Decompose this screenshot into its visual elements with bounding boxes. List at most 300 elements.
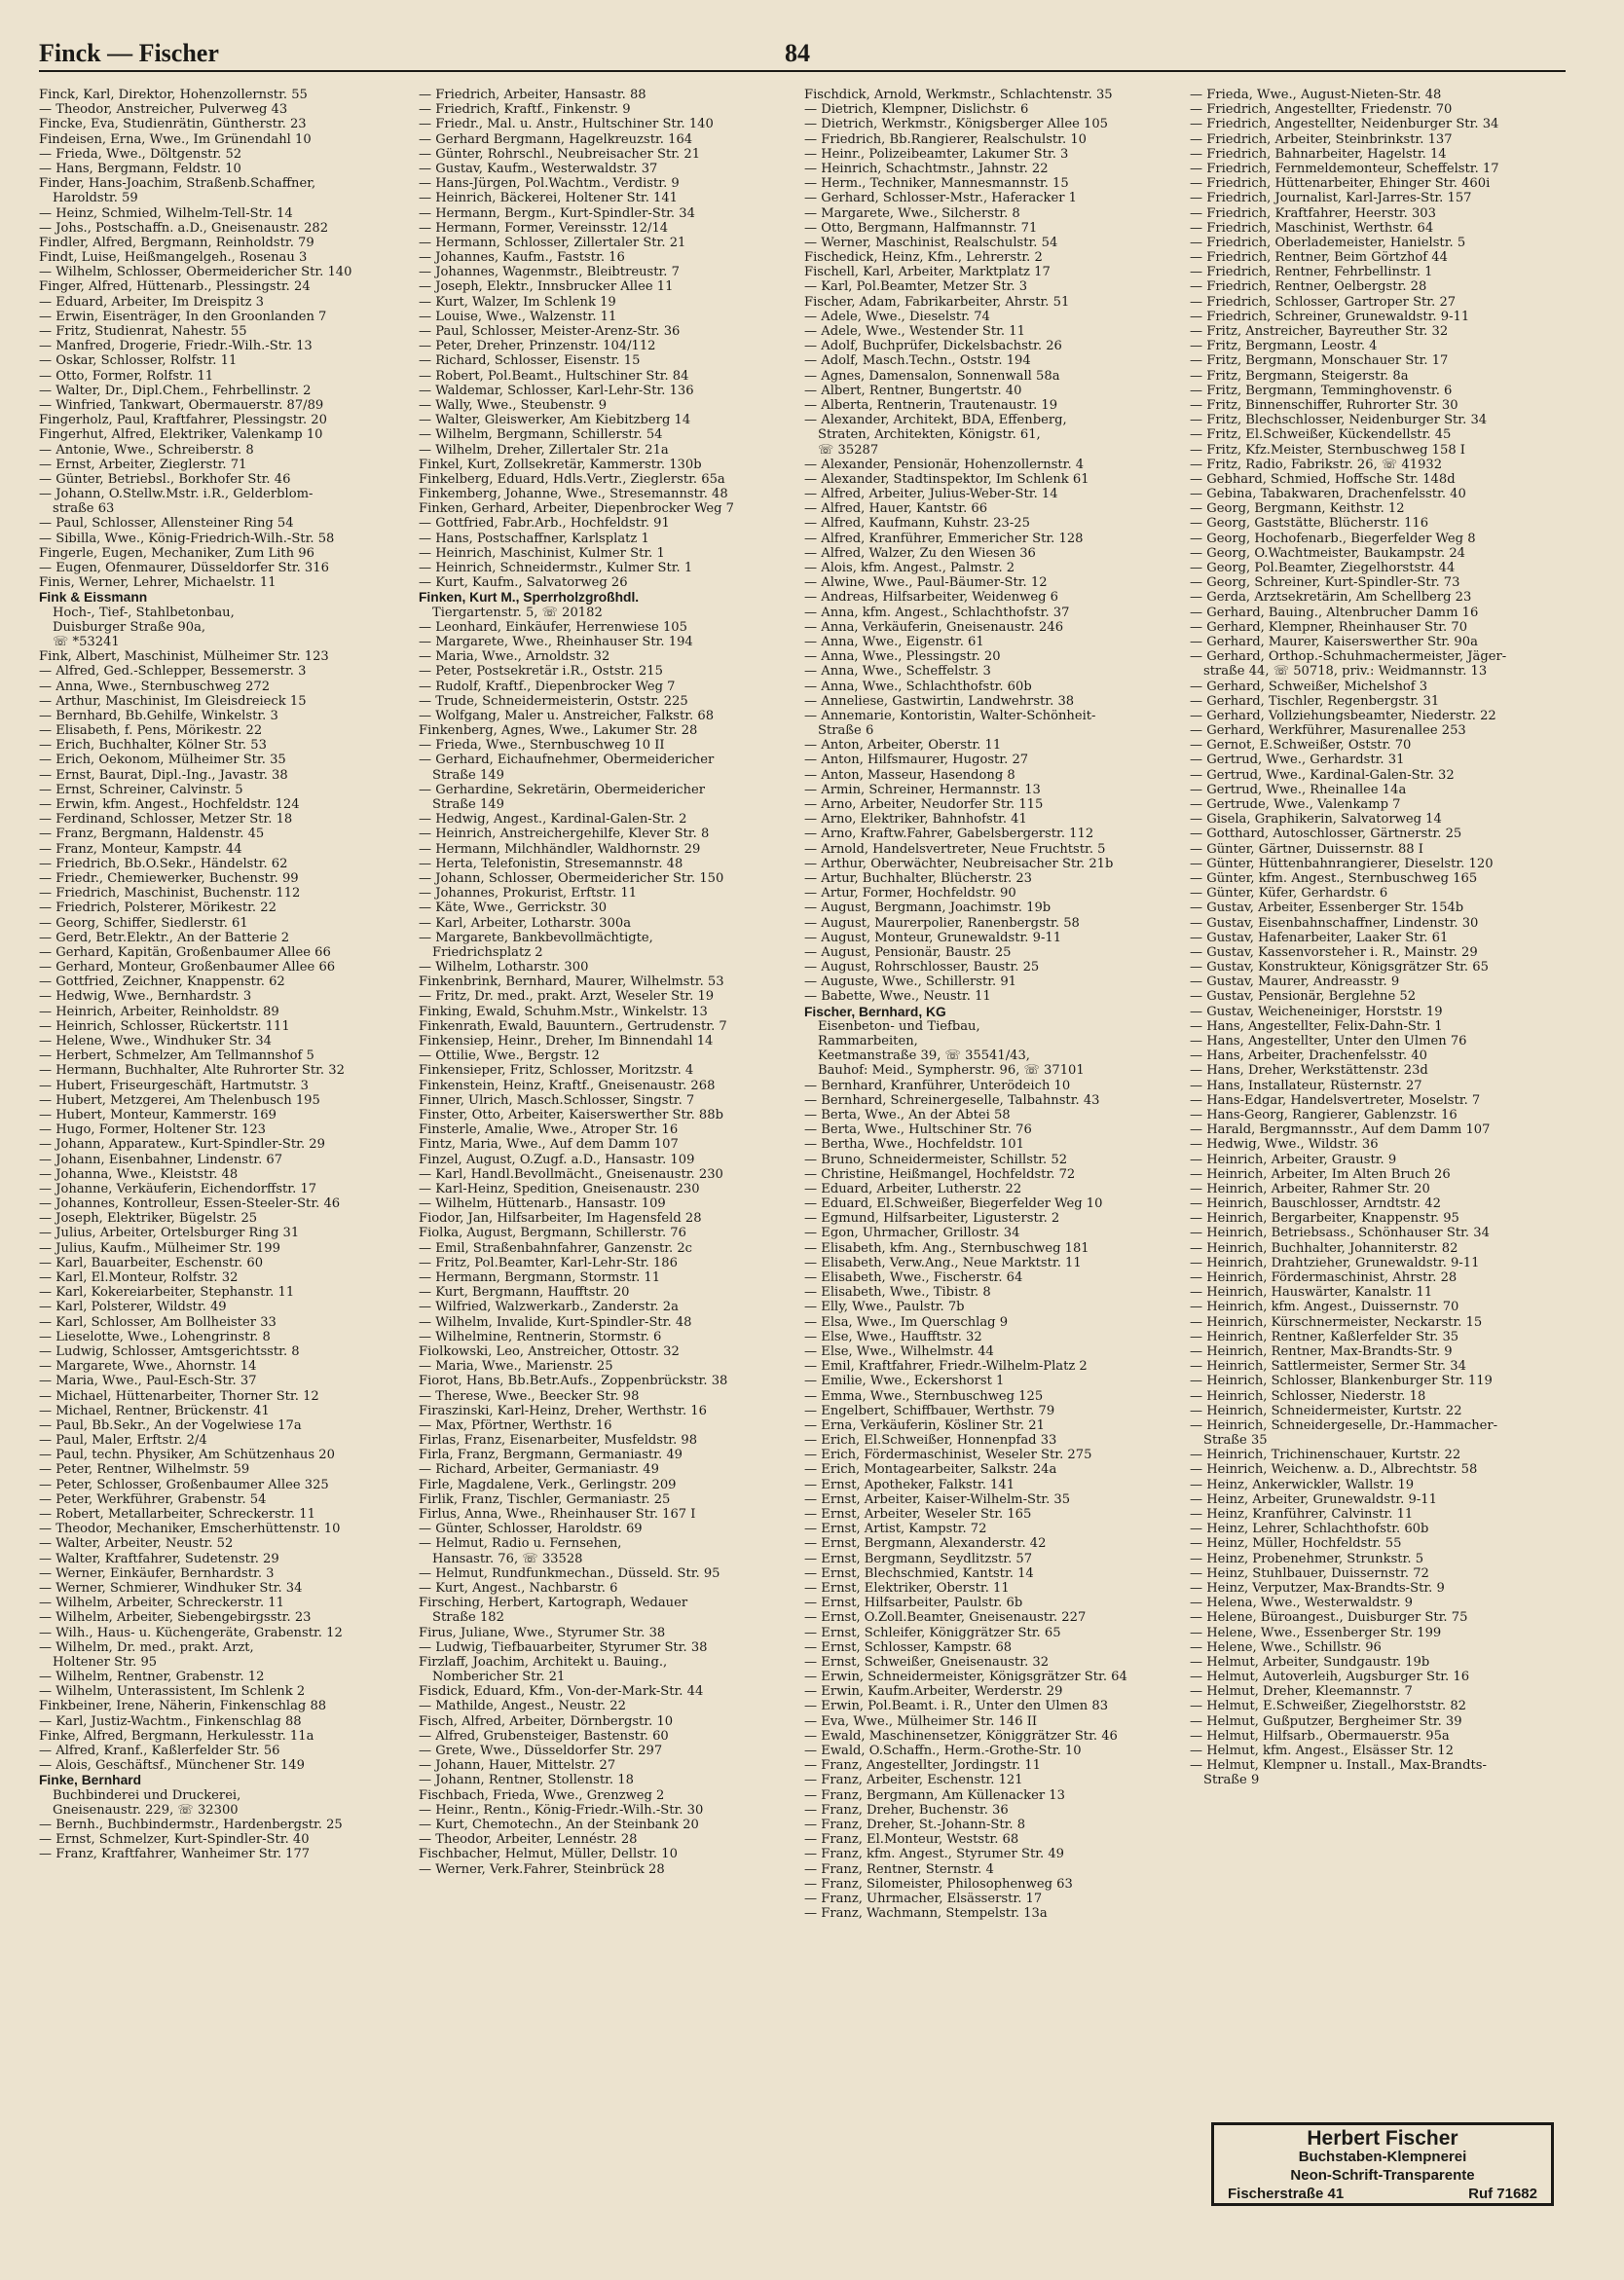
directory-entry: — Wilhelm, Bergmann, Schillerstr. 54 bbox=[419, 427, 663, 443]
directory-entry: ☏ 35287 bbox=[818, 442, 879, 458]
directory-entry: — Friedrich, Bb.O.Sekr., Händelstr. 62 bbox=[39, 856, 288, 871]
directory-entry: — Theodor, Arbeiter, Lennéstr. 28 bbox=[419, 1832, 638, 1848]
directory-entry: — Gerhard, Kapitän, Großenbaumer Allee 66 bbox=[39, 944, 331, 960]
directory-entry: — Heinr., Rentn., König-Friedr.-Wilh.-Str. 30 bbox=[419, 1802, 704, 1818]
directory-entry: — Antonie, Wwe., Schreiberstr. 8 bbox=[39, 442, 254, 458]
directory-entry: — Heinrich, Arbeiter, Im Alten Bruch 26 bbox=[1190, 1166, 1451, 1182]
directory-entry: — Karl-Heinz, Spedition, Gneisenaustr. 230 bbox=[419, 1181, 700, 1196]
directory-entry: — Heinrich, Maschinist, Kulmer Str. 1 bbox=[419, 545, 665, 561]
directory-entry: — Fritz, Bergmann, Temminghovenstr. 6 bbox=[1190, 383, 1453, 398]
directory-entry: — Franz, Uhrmacher, Elsässerstr. 17 bbox=[804, 1891, 1043, 1906]
directory-entry: — Heinrich, Schneidermeister, Kurtstr. 22 bbox=[1190, 1403, 1462, 1418]
directory-entry: — Gertrude, Wwe., Valenkamp 7 bbox=[1190, 797, 1401, 812]
directory-entry: — Wilhelm, Hüttenarb., Hansastr. 109 bbox=[419, 1196, 666, 1212]
directory-entry: — Helene, Wwe., Essenberger Str. 199 bbox=[1190, 1625, 1442, 1640]
directory-entry: — Günter, Schlosser, Haroldstr. 69 bbox=[419, 1522, 643, 1537]
directory-entry: — Paul, Schlosser, Allensteiner Ring 54 bbox=[39, 516, 294, 532]
directory-entry: — Alfred, Grubensteiger, Bastenstr. 60 bbox=[419, 1728, 669, 1744]
directory-entry: Fischer, Bernhard, KG bbox=[804, 1004, 946, 1019]
directory-entry: — Gustav, Weicheneiniger, Horststr. 19 bbox=[1190, 1004, 1443, 1019]
directory-entry: — Ottilie, Wwe., Bergstr. 12 bbox=[419, 1048, 600, 1064]
directory-entry: Fischedick, Heinz, Kfm., Lehrerstr. 2 bbox=[804, 250, 1043, 266]
directory-entry: — Michael, Rentner, Brückenstr. 41 bbox=[39, 1403, 270, 1418]
directory-entry: — Alfred, Walzer, Zu den Wiesen 36 bbox=[804, 545, 1036, 561]
directory-entry: — Helena, Wwe., Westerwaldstr. 9 bbox=[1190, 1596, 1413, 1611]
directory-entry: — Fritz, Anstreicher, Bayreuther Str. 32 bbox=[1190, 324, 1449, 339]
ad-phone: Ruf 71682 bbox=[1468, 2186, 1537, 2202]
directory-entry: — Wilhelm, Dr. med., prakt. Arzt, bbox=[39, 1639, 254, 1655]
directory-entry: — Mathilde, Angest., Neustr. 22 bbox=[419, 1699, 626, 1714]
directory-entry: — Heinrich, Sattlermeister, Sermer Str. 34 bbox=[1190, 1359, 1466, 1375]
directory-entry: Firlik, Franz, Tischler, Germaniastr. 25 bbox=[419, 1491, 671, 1507]
directory-entry: — Therese, Wwe., Beecker Str. 98 bbox=[419, 1388, 640, 1404]
directory-entry: — Alexander, Architekt, BDA, Effenberg, bbox=[804, 413, 1067, 428]
directory-entry: — Anna, Verkäuferin, Gneisenaustr. 246 bbox=[804, 619, 1064, 635]
directory-entry: — Margarete, Wwe., Rheinhauser Str. 194 bbox=[419, 634, 693, 649]
directory-entry: — Bernhard, Bb.Gehilfe, Winkelstr. 3 bbox=[39, 708, 278, 723]
directory-entry: — Ernst, Blechschmied, Kantstr. 14 bbox=[804, 1565, 1034, 1581]
directory-entry: — Franz, Dreher, Buchenstr. 36 bbox=[804, 1802, 1009, 1818]
directory-entry: — Erich, Buchhalter, Kölner Str. 53 bbox=[39, 738, 267, 754]
directory-entry: — Otto, Bergmann, Halfmannstr. 71 bbox=[804, 220, 1038, 236]
directory-entry: Finis, Werner, Lehrer, Michaelstr. 11 bbox=[39, 575, 277, 591]
directory-entry: — Hubert, Monteur, Kammerstr. 169 bbox=[39, 1107, 277, 1122]
directory-entry: — Rudolf, Kraftf., Diepenbrocker Weg 7 bbox=[419, 679, 676, 694]
directory-entry: — Gerhard, Bauing., Altenbrucher Damm 16 bbox=[1190, 605, 1479, 620]
directory-entry: Firus, Juliane, Wwe., Styrumer Str. 38 bbox=[419, 1625, 666, 1640]
directory-entry: — August, Maurerpolier, Ranenbergstr. 58 bbox=[804, 915, 1080, 931]
directory-entry: Finck, Karl, Direktor, Hohenzollernstr. 55 bbox=[39, 88, 308, 102]
directory-entry: — Heinr., Polizeibeamter, Lakumer Str. 3 bbox=[804, 146, 1069, 162]
directory-entry: — Fritz, Dr. med., prakt. Arzt, Weseler Str. 19 bbox=[419, 989, 715, 1005]
directory-entry: Firlus, Anna, Wwe., Rheinhauser Str. 167 I bbox=[419, 1507, 696, 1522]
directory-entry: Finkemberg, Johanne, Wwe., Stresemannstr. 48 bbox=[419, 487, 728, 502]
directory-entry: Firsching, Herbert, Kartograph, Wedauer bbox=[419, 1596, 688, 1611]
directory-entry: — Heinz, Kranführer, Calvinstr. 11 bbox=[1190, 1507, 1414, 1522]
directory-entry: — Franz, Wachmann, Stempelstr. 13a bbox=[804, 1906, 1048, 1922]
directory-entry: — Louise, Wwe., Walzenstr. 11 bbox=[419, 309, 617, 324]
directory-entry: — Ernst, Hilfsarbeiter, Paulstr. 6b bbox=[804, 1596, 1023, 1611]
directory-entry: — Alfred, Kaufmann, Kuhstr. 23-25 bbox=[804, 516, 1030, 532]
directory-entry: — Fritz, Kfz.Meister, Sternbuschweg 158 I bbox=[1190, 442, 1465, 458]
directory-entry: — Trude, Schneidermeisterin, Oststr. 225 bbox=[419, 693, 688, 709]
directory-entry: — Werner, Verk.Fahrer, Steinbrück 28 bbox=[419, 1861, 665, 1877]
directory-entry: — Georg, Bergmann, Keithstr. 12 bbox=[1190, 501, 1405, 517]
directory-column-4 bbox=[1190, 88, 1571, 1788]
directory-entry: — Arnold, Handelsvertreter, Neue Fruchtstr. 5 bbox=[804, 841, 1106, 857]
directory-entry: Fisch, Alfred, Arbeiter, Dörnbergstr. 10 bbox=[419, 1713, 674, 1729]
directory-entry: Haroldstr. 59 bbox=[53, 191, 138, 206]
directory-entry: — Friedrich, Kraftfahrer, Heerstr. 303 bbox=[1190, 205, 1436, 221]
directory-entry: — Harald, Bergmannsstr., Auf dem Damm 107 bbox=[1190, 1122, 1491, 1138]
directory-entry: Findler, Alfred, Bergmann, Reinholdstr. 79 bbox=[39, 235, 314, 250]
directory-entry: — Gerhard, Maurer, Kaiserswerther Str. 90a bbox=[1190, 634, 1478, 649]
directory-entry: — Franz, Kraftfahrer, Wanheimer Str. 177 bbox=[39, 1847, 311, 1862]
directory-entry: — Franz, Bergmann, Am Küllenacker 13 bbox=[804, 1787, 1065, 1803]
directory-entry: — Kurt, Bergmann, Haufftstr. 20 bbox=[419, 1285, 630, 1301]
directory-entry: — Arthur, Maschinist, Im Gleisdreieck 15 bbox=[39, 693, 307, 709]
directory-entry: — Margarete, Wwe., Ahornstr. 14 bbox=[39, 1359, 257, 1375]
directory-entry: — Waldemar, Schlosser, Karl-Lehr-Str. 136 bbox=[419, 383, 694, 398]
directory-entry: — Günter, kfm. Angest., Sternbuschweg 165 bbox=[1190, 870, 1478, 886]
directory-entry: Gneisenaustr. 229, ☏ 32300 bbox=[53, 1802, 239, 1818]
directory-entry: — Heinz, Müller, Hochfeldstr. 55 bbox=[1190, 1536, 1402, 1552]
directory-entry: — Andreas, Hilfsarbeiter, Weidenweg 6 bbox=[804, 590, 1059, 606]
directory-entry: — Heinrich, Betriebsass., Schönhauser Str. 34 bbox=[1190, 1226, 1490, 1241]
directory-column-1 bbox=[39, 88, 421, 1862]
directory-entry: — Heinz, Schmied, Wilhelm-Tell-Str. 14 bbox=[39, 205, 293, 221]
directory-entry: — Hans, Arbeiter, Drachenfelsstr. 40 bbox=[1190, 1048, 1427, 1064]
directory-entry: — Johannes, Kaufm., Faststr. 16 bbox=[419, 250, 625, 266]
directory-entry: — Michael, Hüttenarbeiter, Thorner Str. 12 bbox=[39, 1388, 319, 1404]
directory-entry: — Hans-Jürgen, Pol.Wachtm., Verdistr. 9 bbox=[419, 176, 680, 192]
directory-entry: — Emilie, Wwe., Eckershorst 1 bbox=[804, 1374, 1005, 1389]
directory-entry: — Heinrich, Schlosser, Blankenburger Str. 119 bbox=[1190, 1374, 1493, 1389]
directory-entry: — Friedrich, Rentner, Oelbergstr. 28 bbox=[1190, 279, 1427, 295]
directory-entry: — Franz, Angestellter, Jordingstr. 11 bbox=[804, 1758, 1041, 1774]
directory-entry: — Anton, Arbeiter, Oberstr. 11 bbox=[804, 738, 1002, 754]
directory-entry: — Margarete, Wwe., Silcherstr. 8 bbox=[804, 205, 1020, 221]
directory-entry: — Wally, Wwe., Steubenstr. 9 bbox=[419, 397, 608, 413]
directory-entry: Fink, Albert, Maschinist, Mülheimer Str. 123 bbox=[39, 649, 329, 665]
directory-entry: — Georg, Schiffer, Siedlerstr. 61 bbox=[39, 915, 248, 931]
directory-entry: — Gustav, Hafenarbeiter, Laaker Str. 61 bbox=[1190, 930, 1449, 945]
directory-entry: — Theodor, Anstreicher, Pulverweg 43 bbox=[39, 102, 288, 118]
directory-entry: — Karl, Bauarbeiter, Eschenstr. 60 bbox=[39, 1255, 264, 1270]
directory-entry: — Gustav, Eisenbahnschaffner, Lindenstr. 30 bbox=[1190, 915, 1479, 931]
directory-entry: — Paul, Schlosser, Meister-Arenz-Str. 36 bbox=[419, 324, 681, 339]
directory-entry: — Anna, Wwe., Sternbuschweg 272 bbox=[39, 679, 271, 694]
directory-entry: Fisdick, Eduard, Kfm., Von-der-Mark-Str. 44 bbox=[419, 1684, 704, 1700]
directory-entry: — Manfred, Drogerie, Friedr.-Wilh.-Str. 13 bbox=[39, 339, 313, 354]
directory-entry: — Ernst, O.Zoll.Beamter, Gneisenaustr. 227 bbox=[804, 1610, 1087, 1626]
directory-entry: — Frieda, Wwe., Döltgenstr. 52 bbox=[39, 146, 242, 162]
directory-entry: Finkenberg, Agnes, Wwe., Lakumer Str. 28 bbox=[419, 723, 698, 739]
directory-entry: Hoch-, Tief-, Stahlbetonbau, bbox=[53, 605, 235, 620]
directory-entry: — Fritz, El.Schweißer, Kückendellstr. 45 bbox=[1190, 427, 1452, 443]
directory-entry: Fingerle, Eugen, Mechaniker, Zum Lith 96 bbox=[39, 545, 314, 561]
directory-entry: — Karl, El.Monteur, Rolfstr. 32 bbox=[39, 1270, 239, 1285]
directory-entry: — Kurt, Chemotechn., An der Steinbank 20 bbox=[419, 1817, 699, 1832]
directory-entry: Straße 149 bbox=[432, 797, 504, 812]
directory-entry: — Frieda, Wwe., August-Nieten-Str. 48 bbox=[1190, 88, 1442, 102]
directory-entry: — Johanne, Verkäuferin, Eichendorffstr. 17 bbox=[39, 1181, 317, 1196]
directory-entry: — Ernst, Schweißer, Gneisenaustr. 32 bbox=[804, 1654, 1050, 1670]
directory-entry: — Alberta, Rentnerin, Trautenaustr. 19 bbox=[804, 397, 1058, 413]
directory-entry: — Alois, kfm. Angest., Palmstr. 2 bbox=[804, 561, 1015, 575]
directory-entry: Firzlaff, Joachim, Architekt u. Bauing., bbox=[419, 1654, 668, 1670]
directory-entry: — Anna, Wwe., Schlachthofstr. 60b bbox=[804, 679, 1032, 694]
directory-entry: — Otto, Former, Rolfstr. 11 bbox=[39, 368, 214, 384]
directory-entry: Finkensieper, Fritz, Schlosser, Moritzstr. 4 bbox=[419, 1063, 694, 1079]
directory-entry: — Oskar, Schlosser, Rolfstr. 11 bbox=[39, 353, 238, 369]
directory-entry: — Helene, Wwe., Schillstr. 96 bbox=[1190, 1639, 1382, 1655]
directory-entry: — Franz, Silomeister, Philosophenweg 63 bbox=[804, 1876, 1073, 1892]
directory-entry: — Franz, kfm. Angest., Styrumer Str. 49 bbox=[804, 1847, 1065, 1862]
directory-entry: Finking, Ewald, Schuhm.Mstr., Winkelstr. 13 bbox=[419, 1004, 708, 1019]
directory-entry: — Helmut, Hilfsarb., Obermauerstr. 95a bbox=[1190, 1728, 1450, 1744]
directory-entry: Straten, Architekten, Königstr. 61, bbox=[818, 427, 1041, 443]
directory-entry: — Friedrich, Maschinist, Buchenstr. 112 bbox=[39, 886, 301, 901]
directory-entry: — Peter, Werkführer, Grabenstr. 54 bbox=[39, 1491, 267, 1507]
directory-entry: Straße 9 bbox=[1203, 1773, 1260, 1788]
directory-entry: — Helmut, Rundfunkmechan., Düsseld. Str. 95 bbox=[419, 1565, 720, 1581]
directory-entry: — Hans-Georg, Rangierer, Gablenzstr. 16 bbox=[1190, 1107, 1458, 1122]
directory-entry: — Berta, Wwe., Hultschiner Str. 76 bbox=[804, 1122, 1032, 1138]
directory-entry: — Wilhelm, Unterassistent, Im Schlenk 2 bbox=[39, 1684, 306, 1700]
directory-entry: — Sibilla, Wwe., König-Friedrich-Wilh.-Str. 58 bbox=[39, 531, 335, 546]
directory-entry: — Ernst, Elektriker, Oberstr. 11 bbox=[804, 1580, 1010, 1596]
directory-entry: — Wilhelm, Schlosser, Obermeidericher Str. 140 bbox=[39, 265, 352, 280]
directory-entry: — Georg, Gaststätte, Blücherstr. 116 bbox=[1190, 516, 1429, 532]
directory-entry: — Artur, Former, Hochfeldstr. 90 bbox=[804, 886, 1016, 901]
directory-entry: — Adolf, Buchprüfer, Dickelsbachstr. 26 bbox=[804, 339, 1062, 354]
directory-entry: — Leonhard, Einkäufer, Herrenwiese 105 bbox=[419, 619, 687, 635]
directory-entry: — Heinrich, Arbeiter, Reinholdstr. 89 bbox=[39, 1004, 279, 1019]
directory-entry: — Anna, kfm. Angest., Schlachthofstr. 37 bbox=[804, 605, 1070, 620]
directory-entry: — Friedrich, Oberlademeister, Hanielstr. 5 bbox=[1190, 235, 1466, 250]
directory-entry: — Alfred, Arbeiter, Julius-Weber-Str. 14 bbox=[804, 487, 1058, 502]
directory-entry: — Erich, El.Schweißer, Honnenpfad 33 bbox=[804, 1433, 1057, 1449]
directory-entry: Finke, Bernhard bbox=[39, 1773, 142, 1788]
directory-entry: — Bertha, Wwe., Hochfeldstr. 101 bbox=[804, 1137, 1024, 1153]
directory-entry: — Wolfgang, Maler u. Anstreicher, Falkstr. 68 bbox=[419, 708, 715, 723]
directory-entry: Finkenstein, Heinz, Kraftf., Gneisenaustr. 268 bbox=[419, 1078, 716, 1093]
directory-entry: — Georg, Schreiner, Kurt-Spindler-Str. 73 bbox=[1190, 575, 1460, 591]
directory-entry: — Wilhelm, Arbeiter, Siebengebirgsstr. 23 bbox=[39, 1610, 312, 1626]
directory-entry: — Elisabeth, f. Pens, Mörikestr. 22 bbox=[39, 723, 263, 739]
directory-entry: — Gertrud, Wwe., Kardinal-Galen-Str. 32 bbox=[1190, 767, 1455, 783]
directory-entry: — Johannes, Prokurist, Erftstr. 11 bbox=[419, 886, 638, 901]
directory-entry: Fiolkowski, Leo, Anstreicher, Ottostr. 32 bbox=[419, 1343, 680, 1359]
directory-entry: — Hermann, Bergmann, Stormstr. 11 bbox=[419, 1270, 661, 1285]
directory-entry: — Armin, Schreiner, Hermannstr. 13 bbox=[804, 782, 1041, 797]
directory-entry: — Gerhard, Schweißer, Michelshof 3 bbox=[1190, 679, 1428, 694]
directory-entry: — Helmut, Radio u. Fernsehen, bbox=[419, 1536, 622, 1552]
directory-entry: Buchbinderei und Druckerei, bbox=[53, 1787, 241, 1803]
directory-entry: — Joseph, Elektriker, Bügelstr. 25 bbox=[39, 1211, 258, 1227]
directory-entry: — Peter, Rentner, Wilhelmstr. 59 bbox=[39, 1462, 250, 1478]
directory-entry: — Peter, Schlosser, Großenbaumer Allee 325 bbox=[39, 1477, 329, 1492]
directory-entry: ☏ *53241 bbox=[53, 634, 120, 649]
directory-entry: — Theodor, Mechaniker, Emscherhüttenstr. 10 bbox=[39, 1522, 341, 1537]
directory-entry: — Friedrich, Rentner, Fehrbellinstr. 1 bbox=[1190, 265, 1433, 280]
directory-entry: — Hans, Postschaffner, Karlsplatz 1 bbox=[419, 531, 649, 546]
directory-entry: — Heinz, Probenehmer, Strunkstr. 5 bbox=[1190, 1551, 1424, 1566]
directory-entry: — Ernst, Schlosser, Kampstr. 68 bbox=[804, 1639, 1013, 1655]
ad-line-2: Neon-Schrift-Transparente bbox=[1290, 2167, 1475, 2184]
directory-entry: — Johann, Apparatew., Kurt-Spindler-Str. 29 bbox=[39, 1137, 325, 1153]
directory-entry: — Erwin, Eisenträger, In den Groonlanden 7 bbox=[39, 309, 327, 324]
directory-entry: — Elsa, Wwe., Im Querschlag 9 bbox=[804, 1314, 1009, 1330]
directory-entry: Duisburger Straße 90a, bbox=[53, 619, 206, 635]
directory-entry: — Eduard, El.Schweißer, Biegerfelder Weg 10 bbox=[804, 1196, 1103, 1212]
directory-entry: — Adele, Wwe., Dieselstr. 74 bbox=[804, 309, 990, 324]
directory-entry: — Friedrich, Angestellter, Neidenburger Str. 34 bbox=[1190, 117, 1499, 132]
directory-entry: — Gottfried, Fabr.Arb., Hochfeldstr. 91 bbox=[419, 516, 670, 532]
ad-company-name: Herbert Fischer bbox=[1307, 2127, 1458, 2150]
directory-entry: — Robert, Metallarbeiter, Schreckerstr. 11 bbox=[39, 1507, 315, 1522]
directory-entry: — Paul, Bb.Sekr., An der Vogelwiese 17a bbox=[39, 1417, 302, 1433]
directory-entry: Finner, Ulrich, Masch.Schlosser, Singstr. 7 bbox=[419, 1092, 695, 1108]
directory-entry: — Heinrich, Rentner, Kaßlerfelder Str. 35 bbox=[1190, 1329, 1459, 1344]
directory-entry: — Werner, Schmierer, Windhuker Str. 34 bbox=[39, 1580, 303, 1596]
directory-entry: — Kurt, Walzer, Im Schlenk 19 bbox=[419, 294, 616, 310]
directory-entry: Fincke, Eva, Studienrätin, Güntherstr. 23 bbox=[39, 117, 307, 132]
directory-entry: — Max, Pförtner, Werthstr. 16 bbox=[419, 1417, 612, 1433]
directory-entry: — Erich, Fördermaschinist, Weseler Str. 275 bbox=[804, 1448, 1092, 1463]
directory-entry: — Wilhelm, Invalide, Kurt-Spindler-Str. 48 bbox=[419, 1314, 692, 1330]
directory-entry: Fiorot, Hans, Bb.Betr.Aufs., Zoppenbrückstr. 38 bbox=[419, 1374, 728, 1389]
directory-entry: — August, Rohrschlosser, Baustr. 25 bbox=[804, 960, 1040, 975]
directory-entry: — Egon, Uhrmacher, Grillostr. 34 bbox=[804, 1226, 1020, 1241]
directory-entry: Finder, Hans-Joachim, Straßenb.Schaffner, bbox=[39, 176, 316, 192]
directory-entry: — Gustav, Konstrukteur, Königsgrätzer Str. 65 bbox=[1190, 960, 1489, 975]
directory-entry: — Wilh., Haus- u. Küchengeräte, Grabenstr. 12 bbox=[39, 1625, 343, 1640]
page-number: 84 bbox=[785, 39, 810, 67]
directory-entry: — Günter, Hüttenbahnrangierer, Dieselstr. 120 bbox=[1190, 856, 1494, 871]
directory-entry: — Wilfried, Walzwerkarb., Zanderstr. 2a bbox=[419, 1300, 679, 1315]
directory-entry: — Friedrich, Angestellter, Friedenstr. 70 bbox=[1190, 102, 1453, 118]
directory-entry: — Friedr., Chemiewerker, Buchenstr. 99 bbox=[39, 870, 299, 886]
directory-entry: — Heinrich, Kürschnermeister, Neckarstr. 15 bbox=[1190, 1314, 1483, 1330]
directory-entry: — Helmut, E.Schweißer, Ziegelhorststr. 82 bbox=[1190, 1699, 1466, 1714]
directory-entry: — Hugo, Former, Holtener Str. 123 bbox=[39, 1122, 266, 1138]
directory-entry: — Friedrich, Schlosser, Gartroper Str. 27 bbox=[1190, 294, 1457, 310]
directory-entry: — Gerda, Arztsekretärin, Am Schellberg 23 bbox=[1190, 590, 1472, 606]
directory-entry: — Friedrich, Polsterer, Mörikestr. 22 bbox=[39, 901, 277, 916]
directory-entry: — Ernst, Artist, Kampstr. 72 bbox=[804, 1522, 987, 1537]
directory-entry: — Ernst, Arbeiter, Weseler Str. 165 bbox=[804, 1507, 1032, 1522]
directory-entry: Finkensiep, Heinr., Dreher, Im Binnendahl 14 bbox=[419, 1034, 714, 1048]
directory-entry: — Hermann, Milchhändler, Waldhornstr. 29 bbox=[419, 841, 701, 857]
directory-entry: — Günter, Gärtner, Duissernstr. 88 I bbox=[1190, 841, 1423, 857]
directory-entry: — Arthur, Oberwächter, Neubreisacher Str. 21b bbox=[804, 856, 1114, 871]
directory-entry: — Joseph, Elektr., Innsbrucker Allee 11 bbox=[419, 279, 674, 295]
directory-entry: — Hermann, Buchhalter, Alte Ruhrorter Str. 32 bbox=[39, 1063, 345, 1079]
directory-entry: — Eduard, Arbeiter, Im Dreispitz 3 bbox=[39, 294, 264, 310]
directory-entry: Eisenbeton- und Tiefbau, bbox=[818, 1018, 980, 1034]
directory-entry: Fischbach, Frieda, Wwe., Grenzweg 2 bbox=[419, 1787, 665, 1803]
directory-entry: — Herbert, Schmelzer, Am Tellmannshof 5 bbox=[39, 1048, 314, 1064]
directory-entry: — Hubert, Friseurgeschäft, Hartmutstr. 3 bbox=[39, 1078, 309, 1093]
directory-entry: — August, Pensionär, Baustr. 25 bbox=[804, 944, 1012, 960]
directory-entry: Straße 182 bbox=[432, 1610, 504, 1626]
directory-entry: — Johann, O.Stellw.Mstr. i.R., Gelderblom- bbox=[39, 487, 314, 502]
directory-entry: — Hans-Edgar, Handelsvertreter, Moselstr. 7 bbox=[1190, 1092, 1481, 1108]
directory-entry: — Bernhard, Kranführer, Unterödeich 10 bbox=[804, 1078, 1071, 1093]
directory-entry: — Franz, Arbeiter, Eschenstr. 121 bbox=[804, 1773, 1023, 1788]
directory-entry: Finken, Kurt M., Sperrholzgroßhdl. bbox=[419, 590, 640, 606]
directory-entry: Fingerhut, Alfred, Elektriker, Valenkamp 10 bbox=[39, 427, 323, 443]
directory-entry: — Gisela, Graphikerin, Salvatorweg 14 bbox=[1190, 812, 1442, 827]
directory-entry: — Heinrich, Schlosser, Niederstr. 18 bbox=[1190, 1388, 1426, 1404]
directory-entry: — Hedwig, Wwe., Wildstr. 36 bbox=[1190, 1137, 1379, 1153]
directory-entry: Keetmanstraße 39, ☏ 35541/43, bbox=[818, 1048, 1030, 1064]
directory-entry: — Alfred, Ged.-Schlepper, Bessemerstr. 3 bbox=[39, 664, 307, 680]
directory-entry: — Auguste, Wwe., Schillerstr. 91 bbox=[804, 975, 1017, 990]
directory-entry: — Walter, Gleiswerker, Am Kiebitzberg 14 bbox=[419, 413, 691, 428]
directory-entry: — Gerd, Betr.Elektr., An der Batterie 2 bbox=[39, 930, 290, 945]
directory-entry: — Richard, Arbeiter, Germaniastr. 49 bbox=[419, 1462, 659, 1478]
directory-entry: — Annemarie, Kontoristin, Walter-Schönheit- bbox=[804, 708, 1096, 723]
directory-entry: — Werner, Maschinist, Realschulstr. 54 bbox=[804, 235, 1058, 250]
directory-entry: — Friedrich, Journalist, Karl-Jarres-Str. 157 bbox=[1190, 191, 1472, 206]
directory-entry: — Heinrich, Fördermaschinist, Ahrstr. 28 bbox=[1190, 1270, 1458, 1285]
directory-entry: — Alfred, Hauer, Kantstr. 66 bbox=[804, 501, 988, 517]
directory-entry: — Hans, Installateur, Rüsternstr. 27 bbox=[1190, 1078, 1422, 1093]
directory-entry: Rammarbeiten, bbox=[818, 1034, 918, 1048]
directory-entry: — Kurt, Angest., Nachbarstr. 6 bbox=[419, 1580, 618, 1596]
directory-entry: — Gerhardine, Sekretärin, Obermeidericher bbox=[419, 782, 706, 797]
directory-entry: — Anna, Wwe., Plessingstr. 20 bbox=[804, 649, 1001, 665]
directory-entry: — Helmut, Klempner u. Install., Max-Brandts- bbox=[1190, 1758, 1487, 1774]
ad-address: Fischerstraße 41 bbox=[1228, 2186, 1345, 2202]
directory-entry: — Fritz, Binnenschiffer, Ruhrorter Str. 30 bbox=[1190, 397, 1458, 413]
directory-entry: — Georg, Pol.Beamter, Ziegelhorststr. 44 bbox=[1190, 561, 1456, 575]
directory-entry: — Friedrich, Hüttenarbeiter, Ehinger Str. 460i bbox=[1190, 176, 1491, 192]
directory-entry: — Grete, Wwe., Düsseldorfer Str. 297 bbox=[419, 1744, 663, 1758]
directory-entry: — Heinrich, Schachtmstr., Jahnstr. 22 bbox=[804, 161, 1049, 176]
directory-entry: — Heinrich, Drahtzieher, Grunewaldstr. 9-11 bbox=[1190, 1255, 1480, 1270]
directory-entry: — Karl, Arbeiter, Lotharstr. 300a bbox=[419, 915, 632, 931]
page-range-header: Finck — Fischer bbox=[39, 39, 219, 67]
directory-entry: — Helene, Büroangest., Duisburger Str. 75 bbox=[1190, 1610, 1468, 1626]
directory-entry: — Heinrich, Rentner, Max-Brandts-Str. 9 bbox=[1190, 1343, 1453, 1359]
directory-entry: — Hermann, Former, Vereinsstr. 12/14 bbox=[419, 220, 669, 236]
directory-entry: — Käte, Wwe., Gerrickstr. 30 bbox=[419, 901, 608, 916]
directory-entry: — Franz, Monteur, Kampstr. 44 bbox=[39, 841, 242, 857]
directory-entry: — Gebina, Tabakwaren, Drachenfelsstr. 40 bbox=[1190, 487, 1466, 502]
directory-entry: — Richard, Schlosser, Eisenstr. 15 bbox=[419, 353, 641, 369]
directory-entry: — Arno, Kraftw.Fahrer, Gabelsbergerstr. 112 bbox=[804, 827, 1094, 842]
directory-entry: — Heinz, Lehrer, Schlachthofstr. 60b bbox=[1190, 1522, 1429, 1537]
directory-entry: — Wilhelm, Arbeiter, Schreckerstr. 11 bbox=[39, 1596, 284, 1611]
directory-entry: Finke, Alfred, Bergmann, Herkulesstr. 11a bbox=[39, 1728, 314, 1744]
directory-entry: — Babette, Wwe., Neustr. 11 bbox=[804, 989, 991, 1005]
directory-entry: — Gerhard, Monteur, Großenbaumer Allee 66 bbox=[39, 960, 336, 975]
directory-entry: Straße 149 bbox=[432, 767, 504, 783]
directory-entry: — Friedrich, Bb.Rangierer, Realschulstr. 10 bbox=[804, 131, 1087, 147]
directory-entry: — Erwin, Kaufm.Arbeiter, Werderstr. 29 bbox=[804, 1684, 1063, 1700]
directory-entry: — Alexander, Stadtinspektor, Im Schlenk 61 bbox=[804, 471, 1089, 487]
directory-entry: — Werner, Einkäufer, Bernhardstr. 3 bbox=[39, 1565, 275, 1581]
directory-entry: — Christine, Heißmangel, Hochfeldstr. 72 bbox=[804, 1166, 1076, 1182]
directory-entry: — Johannes, Wagenmstr., Bleibtreustr. 7 bbox=[419, 265, 680, 280]
directory-entry: Fingerholz, Paul, Kraftfahrer, Plessingstr. 20 bbox=[39, 413, 327, 428]
directory-entry: — Alwine, Wwe., Paul-Bäumer-Str. 12 bbox=[804, 575, 1048, 591]
directory-entry: — Johannes, Kontrolleur, Essen-Steeler-Str. 46 bbox=[39, 1196, 341, 1212]
directory-entry: — Hermann, Bergm., Kurt-Spindler-Str. 34 bbox=[419, 205, 695, 221]
directory-entry: — Franz, El.Monteur, Weststr. 68 bbox=[804, 1832, 1019, 1848]
directory-entry: — Heinz, Stuhlbauer, Duissernstr. 72 bbox=[1190, 1565, 1429, 1581]
directory-entry: — Heinrich, Arbeiter, Rahmer Str. 20 bbox=[1190, 1181, 1430, 1196]
directory-entry: — Ferdinand, Schlosser, Metzer Str. 18 bbox=[39, 812, 293, 827]
directory-entry: — Ewald, O.Schaffn., Herm.-Grothe-Str. 10 bbox=[804, 1744, 1082, 1758]
directory-entry: — Gustav, Arbeiter, Essenberger Str. 154b bbox=[1190, 901, 1464, 916]
directory-entry: — Gerhard, Vollziehungsbeamter, Niederstr. 22 bbox=[1190, 708, 1496, 723]
directory-entry: — Hedwig, Angest., Kardinal-Galen-Str. 2 bbox=[419, 812, 687, 827]
directory-entry: — Fritz, Bergmann, Steigerstr. 8a bbox=[1190, 368, 1409, 384]
directory-entry: Fischer, Adam, Fabrikarbeiter, Ahrstr. 51 bbox=[804, 294, 1070, 310]
directory-entry: — Helmut, kfm. Angest., Elsässer Str. 12 bbox=[1190, 1744, 1454, 1758]
directory-entry: Straße 6 bbox=[818, 723, 874, 739]
directory-entry: Fischell, Karl, Arbeiter, Marktplatz 17 bbox=[804, 265, 1051, 280]
directory-entry: Finkel, Kurt, Zollsekretär, Kammerstr. 130b bbox=[419, 457, 702, 472]
directory-entry: — Ernst, Baurat, Dipl.-Ing., Javastr. 38 bbox=[39, 767, 288, 783]
directory-entry: — Dietrich, Klempner, Dislichstr. 6 bbox=[804, 102, 1029, 118]
directory-entry: — Erna, Verkäuferin, Kösliner Str. 21 bbox=[804, 1417, 1045, 1433]
